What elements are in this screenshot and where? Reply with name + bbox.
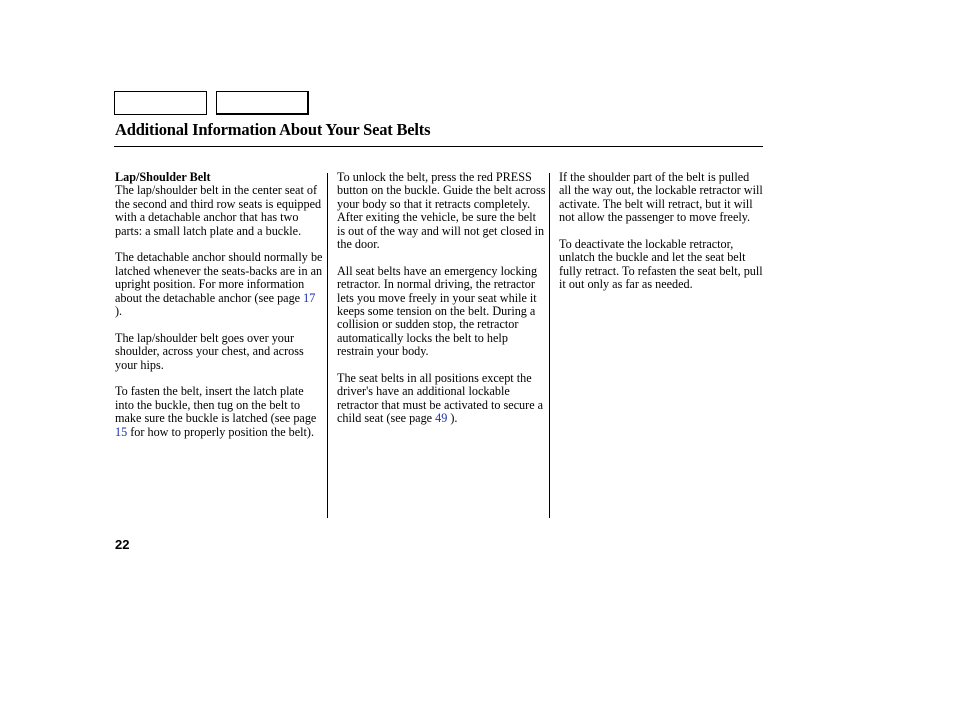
page-link-15[interactable]: 15	[115, 424, 128, 439]
column-3	[559, 171, 764, 305]
page-number: 22	[115, 537, 130, 552]
page-link-17[interactable]: 17	[303, 290, 316, 305]
page-title: Additional Information About Your Seat Belts	[115, 120, 431, 139]
col2-paragraph-3: The seat belts in all positions except the driver's have an additional lockable retractor that must be activated to secure a child seat (see page 49 ).	[337, 371, 544, 426]
column-2	[337, 171, 547, 439]
col1-paragraph-3: The lap/shoulder belt goes over your shoulder, across your chest, and across your hips.	[115, 330, 304, 372]
column-1	[115, 171, 325, 452]
col2-paragraph-1: To unlock the belt, press the red PRESS button on the buckle. Guide the belt across your body so that it retracts completely. After exiting the vehicle, be sure the belt is out of the way and will not get closed in the door.	[337, 170, 546, 252]
nav-button-index[interactable]	[216, 91, 309, 115]
page-link-49[interactable]: 49	[435, 411, 448, 426]
col1-paragraph-2: The detachable anchor should normally be latched whenever the seats-backs are in an upright position. For more information about the detachable anchor (see page 17 ).	[115, 250, 323, 319]
col1-paragraph-4: To fasten the belt, insert the latch plate into the buckle, then tug on the belt to make sure the buckle is latched (see page 15 for how to properly position the belt).	[115, 384, 317, 439]
col1-paragraph-1: The lap/shoulder belt in the center seat of the second and third row seats is equipped with a detachable anchor that has two parts: a small latch plate and a buckle.	[115, 183, 322, 238]
col1-section	[115, 171, 325, 238]
col3-paragraph-1: If the shoulder part of the belt is pulled all the way out, the lockable retractor will activate. The belt will retract, but it will not allow the passenger to move freely.	[559, 170, 763, 225]
nav-button-contents[interactable]	[114, 91, 207, 115]
section-heading: Lap/Shoulder Belt	[115, 170, 211, 184]
column-divider-2	[549, 173, 550, 518]
column-divider-1	[327, 173, 328, 518]
col3-paragraph-2: To deactivate the lockable retractor, unlatch the buckle and let the seat belt fully retract. To refasten the seat belt, pull it out only as far as needed.	[559, 237, 763, 292]
col2-paragraph-2: All seat belts have an emergency locking retractor. In normal driving, the retractor lets you move freely in your seat while it keeps some tension on the belt. During a collision or sudden stop, the retractor automatically locks the belt to help restrain your body.	[337, 263, 538, 359]
title-divider	[114, 146, 763, 147]
